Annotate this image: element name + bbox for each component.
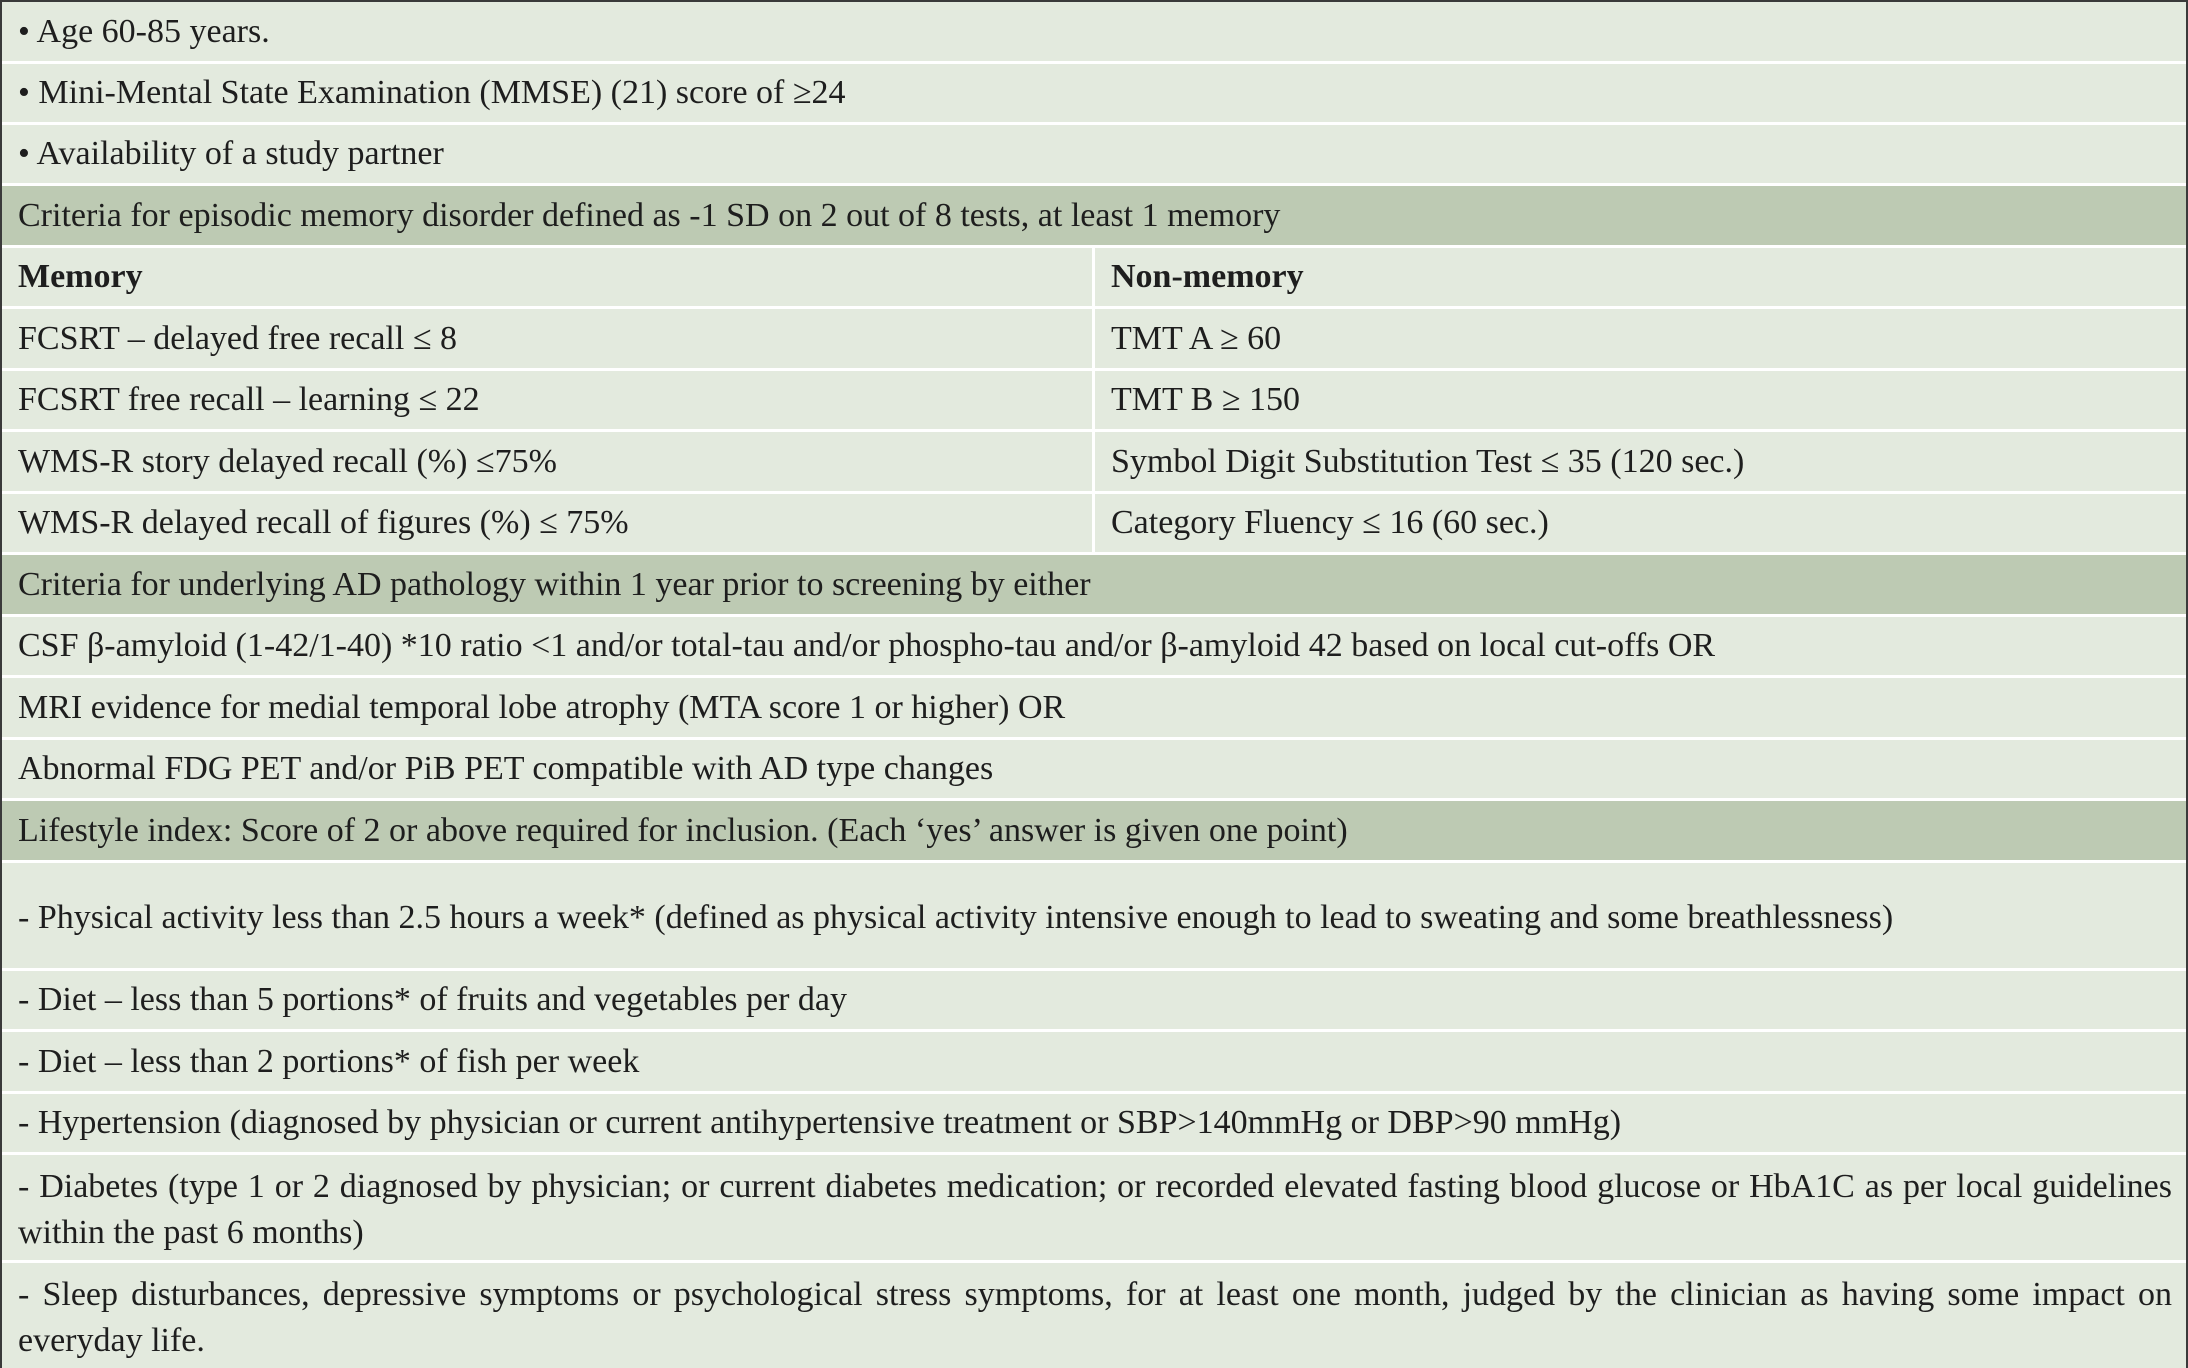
table-row [2,432,2186,494]
table-row [2,678,2186,740]
table-row [2,64,2186,125]
non-memory-test-cell: TMT A ≥ 60 [1111,319,1282,357]
inclusion-item: • Mini-Mental State Examination (MMSE) (21) score of ≥24 [18,74,846,111]
table-row [2,1094,2186,1155]
non-memory-test-cell: Category Fluency ≤ 16 (60 sec.) [1111,504,1549,541]
lifestyle-item: - Diet – less than 2 portions* of fish per week [18,1042,640,1080]
table-row [2,971,2186,1032]
column-header-memory: Memory [2,248,1095,306]
ad-criterion: Abnormal FDG PET and/or PiB PET compatible with AD type changes [18,750,994,787]
table-row [2,125,2186,186]
table-row [2,309,2186,371]
section-header-lifestyle [2,801,2186,863]
lifestyle-item: - Hypertension (diagnosed by physician or current antihypertensive treatment or SBP>140mmHg or DBP>90 mmHg) [18,1104,1622,1141]
section-header-text: Criteria for underlying AD pathology within 1 year prior to screening by either [18,565,1091,603]
ad-criterion: CSF β-amyloid (1-42/1-40) *10 ratio <1 and/or total-tau and/or phospho-tau and/or β-amyloid 42 based on local cut-offs OR [18,627,1716,664]
table-row [2,1155,2186,1263]
non-memory-test-cell: TMT B ≥ 150 [1111,381,1300,418]
memory-test-cell: WMS-R story delayed recall (%) ≤75% [2,432,1095,491]
section-header-episodic-memory [2,186,2186,248]
inclusion-item: • Age 60-85 years. [18,12,270,50]
ad-criterion: MRI evidence for medial temporal lobe atrophy (MTA score 1 or higher) OR [18,688,1066,726]
table-row [2,494,2186,555]
column-header-row [2,248,2186,309]
table-row [2,740,2186,801]
memory-test-cell: FCSRT – delayed free recall ≤ 8 [2,309,1095,368]
lifestyle-item: - Diet – less than 5 portions* of fruits and vegetables per day [18,981,848,1018]
table-row [2,1032,2186,1094]
lifestyle-item: - Diabetes (type 1 or 2 diagnosed by physician; or current diabetes medication; or recorded elevated fasting blood glucose or HbA1C as per local guidelines within the past 6 months) [18,1167,2172,1251]
table-row [2,863,2186,971]
column-header-non-memory: Non-memory [1111,258,1304,295]
memory-test-cell: WMS-R delayed recall of figures (%) ≤ 75% [2,494,1095,552]
table-row [2,1263,2186,1368]
lifestyle-item: - Physical activity less than 2.5 hours a week* (defined as physical activity intensive enough to lead to sweating and some breathlessness) [18,898,1894,936]
table-row [2,2,2186,64]
section-header-text: Lifestyle index: Score of 2 or above required for inclusion. (Each ‘yes’ answer is given one point) [18,811,1348,849]
section-header-text: Criteria for episodic memory disorder defined as -1 SD on 2 out of 8 tests, at least 1 memory [18,196,1281,234]
memory-test-cell: FCSRT free recall – learning ≤ 22 [2,371,1095,429]
non-memory-test-cell: Symbol Digit Substitution Test ≤ 35 (120 sec.) [1111,442,1745,480]
section-header-ad-pathology [2,555,2186,617]
table-row [2,617,2186,678]
inclusion-item: • Availability of a study partner [18,135,444,172]
table-row [2,371,2186,432]
lifestyle-item: - Sleep disturbances, depressive symptoms or psychological stress symptoms, for at least one month, judged by the clinician as having some impact on everyday life. [18,1275,2172,1359]
